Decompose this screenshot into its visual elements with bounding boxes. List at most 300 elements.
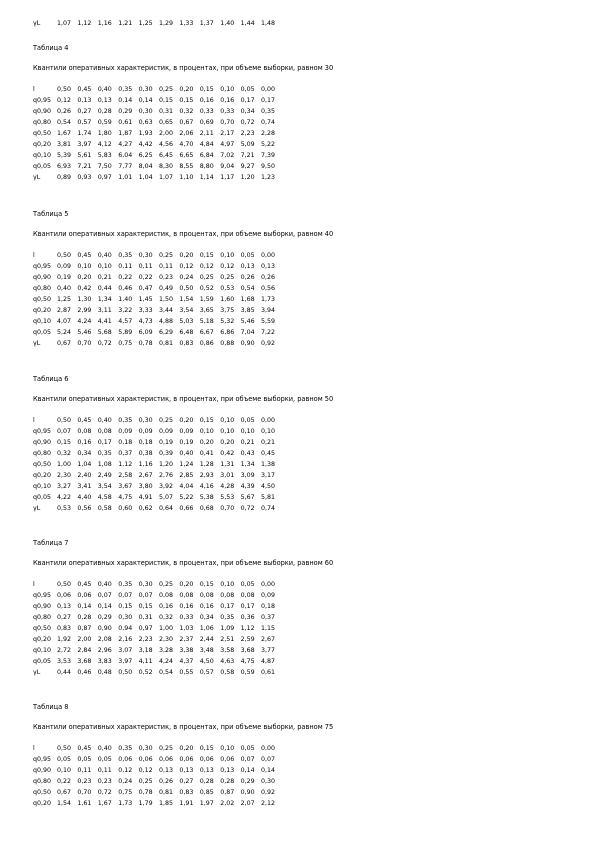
table-cell: 0,12 bbox=[179, 263, 194, 270]
table-cell: 0,10 bbox=[220, 428, 235, 435]
table-cell: 0,33 bbox=[220, 108, 235, 115]
table-cell: 0,22 bbox=[118, 274, 133, 281]
table-cell: 5,39 bbox=[57, 152, 72, 159]
table-cell: 0,00 bbox=[261, 745, 276, 752]
table-cell: 1,34 bbox=[97, 296, 112, 303]
table-cell: 0,88 bbox=[220, 340, 235, 347]
row-label: q0,10 bbox=[33, 318, 52, 325]
row-label: q0,05 bbox=[33, 494, 52, 501]
table-cell: 4,70 bbox=[179, 141, 194, 148]
table-label: Таблица 8 bbox=[33, 703, 69, 711]
table-cell: 3,38 bbox=[179, 647, 194, 654]
table-cell: 1,12 bbox=[77, 20, 92, 27]
table-cell: 0,08 bbox=[179, 592, 194, 599]
table-cell: 1,40 bbox=[118, 296, 133, 303]
table-cell: 7,77 bbox=[118, 163, 133, 170]
table-cell: 0,34 bbox=[77, 450, 92, 457]
row-label: γL bbox=[33, 340, 41, 347]
table-cell: 4,75 bbox=[240, 658, 255, 665]
table-cell: 0,07 bbox=[97, 592, 112, 599]
table-cell: 0,75 bbox=[118, 789, 133, 796]
table-cell: 6,48 bbox=[179, 329, 194, 336]
table-cell: 0,14 bbox=[261, 767, 276, 774]
table-cell: 0,15 bbox=[57, 439, 72, 446]
table-cell: 0,20 bbox=[220, 439, 235, 446]
table-cell: 0,10 bbox=[220, 581, 235, 588]
table-cell: 5,68 bbox=[97, 329, 112, 336]
table-cell: 0,26 bbox=[159, 778, 174, 785]
table-cell: 0,57 bbox=[199, 669, 214, 676]
row-label: q0,20 bbox=[33, 307, 52, 314]
row-label: q0,20 bbox=[33, 472, 52, 479]
row-label: q0,95 bbox=[33, 756, 52, 763]
table-cell: 0,06 bbox=[159, 756, 174, 763]
table-cell: 0,40 bbox=[97, 745, 112, 752]
table-cell: 1,87 bbox=[118, 130, 133, 137]
table-cell: 4,73 bbox=[138, 318, 153, 325]
table-cell: 6,09 bbox=[138, 329, 153, 336]
table-cell: 0,50 bbox=[118, 669, 133, 676]
table-cell: 0,26 bbox=[240, 274, 255, 281]
table-cell: 1,50 bbox=[159, 296, 174, 303]
table-cell: 0,72 bbox=[97, 340, 112, 347]
table-cell: 0,10 bbox=[261, 428, 276, 435]
table-cell: 9,50 bbox=[261, 163, 276, 170]
table-cell: 0,44 bbox=[57, 669, 72, 676]
table-cell: 0,27 bbox=[179, 778, 194, 785]
table-cell: 0,20 bbox=[179, 86, 194, 93]
table-cell: 3,83 bbox=[97, 658, 112, 665]
table-cell: 0,12 bbox=[57, 97, 72, 104]
table-cell: 0,59 bbox=[97, 119, 112, 126]
row-label: q0,80 bbox=[33, 450, 52, 457]
table-cell: 1,60 bbox=[220, 296, 235, 303]
table-cell: 0,92 bbox=[261, 340, 276, 347]
table-cell: 2,37 bbox=[179, 636, 194, 643]
table-cell: 0,31 bbox=[138, 614, 153, 621]
row-label: q0,80 bbox=[33, 614, 52, 621]
table-cell: 1,09 bbox=[220, 625, 235, 632]
table-cell: 1,40 bbox=[220, 20, 235, 27]
table-cell: 4,41 bbox=[97, 318, 112, 325]
table-cell: 5,59 bbox=[261, 318, 276, 325]
table-cell: 5,38 bbox=[199, 494, 214, 501]
table-cell: 0,50 bbox=[57, 581, 72, 588]
table-cell: 0,33 bbox=[179, 614, 194, 621]
table-cell: 1,91 bbox=[179, 800, 194, 807]
table-cell: 1,04 bbox=[77, 461, 92, 468]
table-cell: 0,72 bbox=[240, 119, 255, 126]
table-cell: 1,12 bbox=[118, 461, 133, 468]
table-cell: 0,45 bbox=[77, 86, 92, 93]
table-cell: 0,85 bbox=[199, 789, 214, 796]
table-cell: 5,18 bbox=[199, 318, 214, 325]
table-caption: Квантили оперативных характеристик, в процентах, при объеме выборки, равном 75 bbox=[33, 723, 334, 731]
table-label: Таблица 6 bbox=[33, 375, 69, 383]
table-cell: 3,67 bbox=[118, 483, 133, 490]
table-cell: 6,04 bbox=[118, 152, 133, 159]
table-cell: 7,50 bbox=[97, 163, 112, 170]
table-cell: 1,34 bbox=[240, 461, 255, 468]
row-label: l bbox=[33, 745, 35, 752]
table-cell: 0,30 bbox=[138, 417, 153, 424]
table-cell: 0,16 bbox=[199, 603, 214, 610]
table-cell: 0,10 bbox=[57, 767, 72, 774]
table-cell: 7,21 bbox=[240, 152, 255, 159]
table-cell: 0,30 bbox=[138, 108, 153, 115]
table-cell: 0,49 bbox=[159, 285, 174, 292]
table-cell: 1,21 bbox=[118, 20, 133, 27]
table-cell: 0,20 bbox=[179, 252, 194, 259]
table-cell: 3,65 bbox=[199, 307, 214, 314]
table-cell: 5,67 bbox=[240, 494, 255, 501]
table-cell: 0,00 bbox=[261, 86, 276, 93]
table-cell: 0,11 bbox=[159, 263, 174, 270]
table-cell: 0,13 bbox=[97, 97, 112, 104]
table-cell: 2,96 bbox=[97, 647, 112, 654]
table-cell: 2,11 bbox=[199, 130, 214, 137]
table-cell: 1,07 bbox=[57, 20, 72, 27]
table-cell: 1,45 bbox=[138, 296, 153, 303]
table-cell: 0,15 bbox=[199, 417, 214, 424]
table-cell: 0,70 bbox=[77, 789, 92, 796]
table-cell: 5,09 bbox=[240, 141, 255, 148]
table-cell: 1,97 bbox=[199, 800, 214, 807]
table-cell: 0,74 bbox=[261, 119, 276, 126]
table-cell: 0,53 bbox=[220, 285, 235, 292]
table-cell: 0,35 bbox=[97, 450, 112, 457]
table-cell: 0,09 bbox=[179, 428, 194, 435]
table-cell: 5,22 bbox=[261, 141, 276, 148]
table-cell: 0,13 bbox=[77, 97, 92, 104]
table-cell: 4,07 bbox=[57, 318, 72, 325]
table-cell: 0,17 bbox=[261, 97, 276, 104]
table-cell: 0,42 bbox=[77, 285, 92, 292]
table-cell: 0,70 bbox=[220, 119, 235, 126]
table-cell: 0,81 bbox=[159, 789, 174, 796]
row-label: q0,10 bbox=[33, 152, 52, 159]
table-cell: 1,20 bbox=[240, 174, 255, 181]
table-cell: 4,39 bbox=[240, 483, 255, 490]
table-cell: 0,83 bbox=[179, 789, 194, 796]
table-cell: 2,40 bbox=[77, 472, 92, 479]
table-cell: 0,34 bbox=[240, 108, 255, 115]
table-cell: 1,15 bbox=[261, 625, 276, 632]
table-cell: 0,29 bbox=[118, 108, 133, 115]
table-cell: 0,62 bbox=[138, 505, 153, 512]
table-cell: 0,30 bbox=[261, 778, 276, 785]
table-cell: 0,52 bbox=[138, 669, 153, 676]
table-cell: 1,67 bbox=[57, 130, 72, 137]
table-cell: 0,30 bbox=[118, 614, 133, 621]
table-cell: 1,00 bbox=[159, 625, 174, 632]
table-cell: 0,23 bbox=[77, 778, 92, 785]
table-cell: 4,27 bbox=[118, 141, 133, 148]
table-cell: 0,58 bbox=[220, 669, 235, 676]
table-cell: 0,64 bbox=[159, 505, 174, 512]
table-cell: 1,54 bbox=[179, 296, 194, 303]
table-cell: 0,09 bbox=[118, 428, 133, 435]
table-cell: 4,58 bbox=[97, 494, 112, 501]
table-cell: 0,50 bbox=[57, 417, 72, 424]
row-label: q0,20 bbox=[33, 141, 52, 148]
row-label: q0,05 bbox=[33, 163, 52, 170]
table-cell: 1,33 bbox=[179, 20, 194, 27]
table-caption: Квантили оперативных характеристик, в процентах, при объеме выборки, равном 50 bbox=[33, 395, 334, 403]
table-cell: 1,85 bbox=[159, 800, 174, 807]
table-cell: 0,10 bbox=[97, 263, 112, 270]
table-cell: 0,65 bbox=[159, 119, 174, 126]
table-cell: 1,38 bbox=[261, 461, 276, 468]
table-cell: 0,44 bbox=[97, 285, 112, 292]
table-cell: 2,58 bbox=[118, 472, 133, 479]
table-cell: 0,68 bbox=[199, 505, 214, 512]
row-label: l bbox=[33, 86, 35, 93]
table-cell: 4,50 bbox=[199, 658, 214, 665]
table-cell: 2,23 bbox=[240, 130, 255, 137]
table-cell: 3,97 bbox=[118, 658, 133, 665]
table-cell: 0,45 bbox=[77, 581, 92, 588]
row-label: q0,90 bbox=[33, 603, 52, 610]
table-cell: 2,85 bbox=[179, 472, 194, 479]
table-cell: 0,87 bbox=[77, 625, 92, 632]
table-cell: 0,83 bbox=[179, 340, 194, 347]
table-cell: 2,00 bbox=[77, 636, 92, 643]
table-cell: 4,57 bbox=[118, 318, 133, 325]
table-cell: 6,86 bbox=[220, 329, 235, 336]
table-cell: 0,57 bbox=[77, 119, 92, 126]
table-cell: 0,72 bbox=[97, 789, 112, 796]
table-cell: 3,92 bbox=[159, 483, 174, 490]
table-cell: 0,20 bbox=[179, 745, 194, 752]
table-cell: 0,16 bbox=[77, 439, 92, 446]
table-cell: 0,16 bbox=[159, 603, 174, 610]
table-cell: 0,35 bbox=[261, 108, 276, 115]
table-cell: 0,26 bbox=[261, 274, 276, 281]
table-cell: 0,24 bbox=[179, 274, 194, 281]
table-cell: 1,29 bbox=[159, 20, 174, 27]
table-cell: 0,08 bbox=[240, 592, 255, 599]
table-cell: 0,11 bbox=[77, 767, 92, 774]
table-cell: 0,40 bbox=[97, 86, 112, 93]
table-cell: 0,10 bbox=[220, 417, 235, 424]
table-cell: 0,17 bbox=[240, 603, 255, 610]
table-cell: 1,73 bbox=[118, 800, 133, 807]
table-cell: 0,13 bbox=[179, 767, 194, 774]
table-cell: 0,27 bbox=[77, 108, 92, 115]
table-cell: 4,24 bbox=[77, 318, 92, 325]
table-cell: 0,15 bbox=[199, 252, 214, 259]
table-cell: 3,54 bbox=[97, 483, 112, 490]
table-cell: 1,24 bbox=[179, 461, 194, 468]
row-label: q0,10 bbox=[33, 483, 52, 490]
table-cell: 0,05 bbox=[240, 252, 255, 259]
table-cell: 1,79 bbox=[138, 800, 153, 807]
table-cell: 0,12 bbox=[220, 263, 235, 270]
table-cell: 2,84 bbox=[77, 647, 92, 654]
table-caption: Квантили оперативных характеристик, в процентах, при объеме выборки, равном 40 bbox=[33, 230, 334, 238]
table-cell: 2,12 bbox=[261, 800, 276, 807]
table-cell: 7,04 bbox=[240, 329, 255, 336]
table-cell: 0,25 bbox=[220, 274, 235, 281]
table-cell: 3,85 bbox=[240, 307, 255, 314]
table-cell: 6,25 bbox=[138, 152, 153, 159]
table-cell: 4,37 bbox=[179, 658, 194, 665]
table-cell: 3,54 bbox=[179, 307, 194, 314]
table-cell: 0,15 bbox=[159, 97, 174, 104]
table-cell: 0,90 bbox=[240, 340, 255, 347]
table-cell: 0,27 bbox=[57, 614, 72, 621]
table-cell: 4,91 bbox=[138, 494, 153, 501]
table-cell: 3,97 bbox=[77, 141, 92, 148]
table-cell: 1,67 bbox=[97, 800, 112, 807]
row-label: q0,20 bbox=[33, 636, 52, 643]
table-cell: 2,87 bbox=[57, 307, 72, 314]
table-cell: 0,18 bbox=[138, 439, 153, 446]
table-cell: 2,00 bbox=[159, 130, 174, 137]
table-cell: 0,14 bbox=[77, 603, 92, 610]
table-cell: 3,07 bbox=[118, 647, 133, 654]
table-cell: 0,90 bbox=[240, 789, 255, 796]
table-cell: 5,22 bbox=[179, 494, 194, 501]
table-cell: 0,54 bbox=[57, 119, 72, 126]
table-cell: 0,15 bbox=[199, 745, 214, 752]
table-cell: 1,73 bbox=[261, 296, 276, 303]
table-cell: 1,28 bbox=[199, 461, 214, 468]
table-cell: 1,25 bbox=[138, 20, 153, 27]
table-cell: 0,13 bbox=[261, 263, 276, 270]
table-cell: 0,97 bbox=[97, 174, 112, 181]
table-cell: 9,27 bbox=[240, 163, 255, 170]
table-cell: 2,08 bbox=[97, 636, 112, 643]
table-cell: 2,16 bbox=[118, 636, 133, 643]
table-cell: 5,81 bbox=[261, 494, 276, 501]
row-label: q0,80 bbox=[33, 119, 52, 126]
table-cell: 3,17 bbox=[261, 472, 276, 479]
table-cell: 0,92 bbox=[261, 789, 276, 796]
table-cell: 0,19 bbox=[57, 274, 72, 281]
table-cell: 8,04 bbox=[138, 163, 153, 170]
table-cell: 0,26 bbox=[57, 108, 72, 115]
table-cell: 0,39 bbox=[159, 450, 174, 457]
table-cell: 0,05 bbox=[77, 756, 92, 763]
table-cell: 0,54 bbox=[159, 669, 174, 676]
table-cell: 1,92 bbox=[57, 636, 72, 643]
table-cell: 1,68 bbox=[240, 296, 255, 303]
table-cell: 2,76 bbox=[159, 472, 174, 479]
table-cell: 0,48 bbox=[97, 669, 112, 676]
table-cell: 5,46 bbox=[77, 329, 92, 336]
table-cell: 0,20 bbox=[179, 417, 194, 424]
table-cell: 9,04 bbox=[220, 163, 235, 170]
table-cell: 4,97 bbox=[220, 141, 235, 148]
table-cell: 0,45 bbox=[77, 745, 92, 752]
table-cell: 2,93 bbox=[199, 472, 214, 479]
table-cell: 3,33 bbox=[138, 307, 153, 314]
table-cell: 6,67 bbox=[199, 329, 214, 336]
row-label: γL bbox=[33, 20, 41, 27]
table-cell: 3,53 bbox=[57, 658, 72, 665]
table-cell: 3,48 bbox=[199, 647, 214, 654]
table-cell: 2,49 bbox=[97, 472, 112, 479]
table-cell: 1,37 bbox=[199, 20, 214, 27]
table-cell: 0,78 bbox=[138, 340, 153, 347]
table-cell: 0,41 bbox=[199, 450, 214, 457]
table-cell: 0,67 bbox=[57, 789, 72, 796]
table-cell: 4,84 bbox=[199, 141, 214, 148]
table-cell: 0,06 bbox=[199, 756, 214, 763]
table-cell: 0,15 bbox=[199, 86, 214, 93]
table-cell: 0,17 bbox=[97, 439, 112, 446]
row-label: q0,50 bbox=[33, 130, 52, 137]
table-cell: 0,53 bbox=[57, 505, 72, 512]
table-cell: 1,31 bbox=[220, 461, 235, 468]
table-cell: 0,29 bbox=[97, 614, 112, 621]
table-cell: 0,52 bbox=[199, 285, 214, 292]
row-label: q0,95 bbox=[33, 263, 52, 270]
table-caption: Квантили оперативных характеристик, в процентах, при объеме выборки, равном 60 bbox=[33, 559, 334, 567]
table-cell: 0,17 bbox=[220, 603, 235, 610]
table-cell: 3,18 bbox=[138, 647, 153, 654]
table-cell: 1,10 bbox=[179, 174, 194, 181]
table-cell: 0,06 bbox=[220, 756, 235, 763]
table-cell: 1,20 bbox=[159, 461, 174, 468]
table-cell: 1,12 bbox=[240, 625, 255, 632]
table-cell: 3,77 bbox=[261, 647, 276, 654]
table-cell: 0,12 bbox=[118, 767, 133, 774]
table-cell: 1,93 bbox=[138, 130, 153, 137]
table-cell: 1,80 bbox=[97, 130, 112, 137]
table-cell: 0,06 bbox=[179, 756, 194, 763]
table-cell: 4,11 bbox=[138, 658, 153, 665]
table-cell: 1,61 bbox=[77, 800, 92, 807]
table-cell: 0,05 bbox=[240, 86, 255, 93]
table-cell: 2,67 bbox=[261, 636, 276, 643]
table-cell: 0,25 bbox=[159, 581, 174, 588]
table-cell: 5,53 bbox=[220, 494, 235, 501]
table-cell: 1,48 bbox=[261, 20, 276, 27]
table-cell: 0,09 bbox=[261, 592, 276, 599]
table-cell: 0,30 bbox=[138, 86, 153, 93]
table-cell: 0,12 bbox=[138, 767, 153, 774]
table-caption: Квантили оперативных характеристик, в процентах, при объеме выборки, равном 30 bbox=[33, 64, 334, 72]
table-cell: 0,70 bbox=[77, 340, 92, 347]
table-cell: 0,63 bbox=[138, 119, 153, 126]
table-cell: 1,03 bbox=[179, 625, 194, 632]
table-cell: 0,32 bbox=[57, 450, 72, 457]
table-cell: 0,46 bbox=[77, 669, 92, 676]
table-cell: 0,61 bbox=[261, 669, 276, 676]
table-cell: 1,30 bbox=[77, 296, 92, 303]
table-cell: 2,44 bbox=[199, 636, 214, 643]
table-cell: 0,16 bbox=[199, 97, 214, 104]
table-cell: 5,46 bbox=[240, 318, 255, 325]
table-cell: 5,83 bbox=[97, 152, 112, 159]
table-cell: 0,22 bbox=[138, 274, 153, 281]
table-cell: 5,07 bbox=[159, 494, 174, 501]
table-cell: 0,00 bbox=[261, 417, 276, 424]
table-cell: 0,45 bbox=[261, 450, 276, 457]
table-cell: 0,14 bbox=[118, 97, 133, 104]
table-label: Таблица 4 bbox=[33, 44, 69, 52]
table-label: Таблица 7 bbox=[33, 539, 69, 547]
table-cell: 0,94 bbox=[118, 625, 133, 632]
table-cell: 0,08 bbox=[220, 592, 235, 599]
row-label: q0,05 bbox=[33, 329, 52, 336]
table-cell: 0,35 bbox=[118, 581, 133, 588]
table-cell: 0,05 bbox=[240, 581, 255, 588]
table-cell: 0,50 bbox=[57, 745, 72, 752]
